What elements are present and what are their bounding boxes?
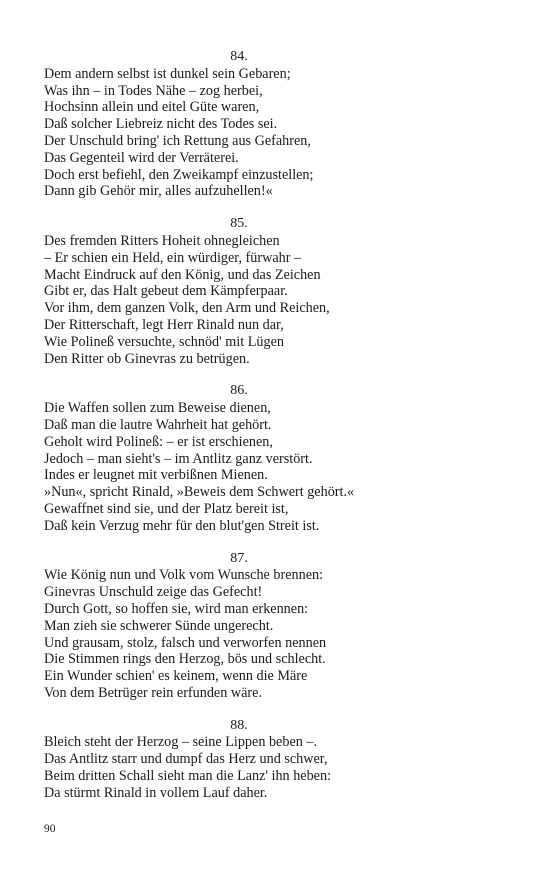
verse-line: Ein Wunder schien' es keinem, wenn die Märe xyxy=(44,668,308,685)
stanza-number: 87. xyxy=(230,550,248,566)
verse-line: Gibt er, das Halt gebeut dem Kämpferpaar. xyxy=(44,283,288,300)
verse-line: Durch Gott, so hoffen sie, wird man erkennen: xyxy=(44,600,309,617)
verse-line: Geholt wird Polineß: – er ist erschienen, xyxy=(44,433,273,450)
stanza xyxy=(44,49,514,200)
verse-line: Das Gegenteil wird der Verräterei. xyxy=(44,149,239,166)
verse-line: Jedoch – man sieht's – im Antlitz ganz verstört. xyxy=(44,450,313,467)
verse-line: Hochsinn allein und eitel Güte waren, xyxy=(44,99,260,116)
verse-line: Gewaffnet sind sie, und der Platz bereit ist, xyxy=(44,500,289,517)
verse-line: – Er schien ein Held, ein würdiger, fürwahr – xyxy=(44,249,302,266)
verse-line: Doch erst befiehl, den Zweikampf einzustellen; xyxy=(44,166,314,183)
stanza xyxy=(44,383,514,534)
verse-line: »Nun«, spricht Rinald, »Beweis dem Schwert gehört.« xyxy=(44,484,355,501)
stanza xyxy=(44,718,514,802)
stanza-number: 85. xyxy=(230,216,248,232)
verse-line: Von dem Betrüger rein erfunden wäre. xyxy=(44,684,262,701)
verse-line: Der Ritterschaft, legt Herr Rinald nun dar, xyxy=(44,316,284,333)
stanza xyxy=(44,216,514,367)
verse-line: Das Antlitz starr und dumpf das Herz und schwer, xyxy=(44,751,328,768)
stanza-number: 88. xyxy=(230,717,248,733)
verse-line: Der Unschuld bring' ich Rettung aus Gefahren, xyxy=(44,132,311,149)
verse-line: Des fremden Ritters Hoheit ohnegleichen xyxy=(44,232,280,249)
verse-line: Beim dritten Schall sieht man die Lanz' ihn heben: xyxy=(44,768,332,785)
verse-line: Was ihn – in Todes Nähe – zog herbei, xyxy=(44,82,263,99)
poem-text xyxy=(44,49,514,818)
verse-line: Vor ihm, dem ganzen Volk, den Arm und Reichen, xyxy=(44,300,330,317)
stanza xyxy=(44,551,514,702)
verse-line: Dann gib Gehör mir, alles aufzuhellen!« xyxy=(44,183,273,200)
verse-line: Macht Eindruck auf den König, und das Zeichen xyxy=(44,266,321,283)
verse-line: Da stürmt Rinald in vollem Lauf daher. xyxy=(44,784,268,801)
stanza-number: 84. xyxy=(230,49,248,64)
verse-line: Den Ritter ob Ginevras zu betrügen. xyxy=(44,350,250,367)
verse-line: Daß man die lautre Wahrheit hat gehört. xyxy=(44,416,272,433)
verse-line: Indes er leugnet mit verbißnen Mienen. xyxy=(44,467,268,484)
stanza-number: 86. xyxy=(230,383,248,399)
verse-line: Ginevras Unschuld zeige das Gefecht! xyxy=(44,584,263,601)
verse-line: Die Stimmen rings den Herzog, bös und schlecht. xyxy=(44,651,326,668)
verse-line: Und grausam, stolz, falsch und verworfen nennen xyxy=(44,634,327,651)
verse-line: Daß solcher Liebreiz nicht des Todes sei. xyxy=(44,116,278,133)
verse-line: Wie Polineß versuchte, schnöd' mit Lügen xyxy=(44,333,284,350)
verse-line: Die Waffen sollen zum Beweise dienen, xyxy=(44,400,271,417)
verse-line: Man zieh sie schwerer Sünde ungerecht. xyxy=(44,617,274,634)
verse-line: Daß kein Verzug mehr für den blut'gen Streit ist. xyxy=(44,517,320,534)
verse-line: Bleich steht der Herzog – seine Lippen beben –. xyxy=(44,734,318,751)
page-number: 90 xyxy=(44,823,56,835)
verse-line: Wie König nun und Volk vom Wunsche brennen: xyxy=(44,567,324,584)
verse-line: Dem andern selbst ist dunkel sein Gebaren; xyxy=(44,65,291,82)
